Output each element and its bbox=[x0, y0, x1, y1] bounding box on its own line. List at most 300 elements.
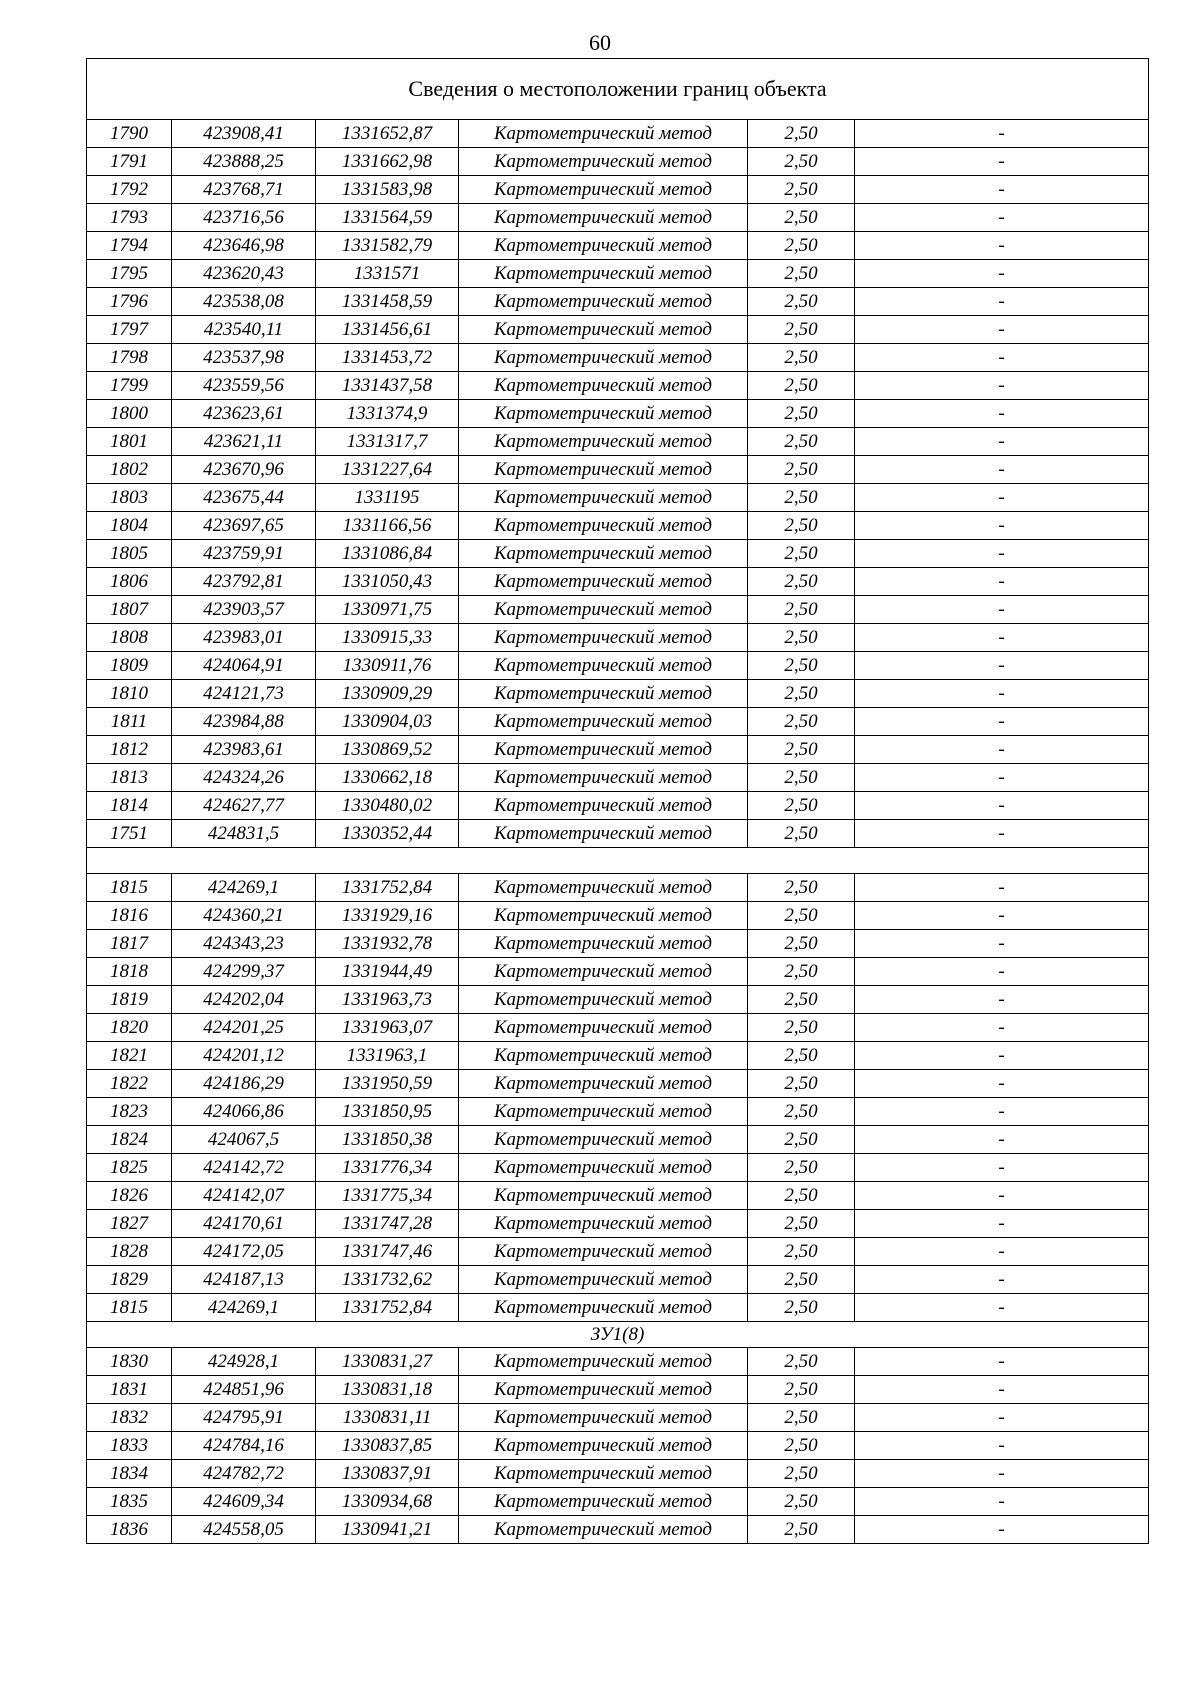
accuracy-cell: 2,50 bbox=[748, 1210, 855, 1238]
method-cell: Картометрический метод bbox=[459, 1432, 748, 1460]
table-row bbox=[87, 930, 1149, 958]
table-row bbox=[87, 176, 1149, 204]
description-cell: - bbox=[855, 1516, 1149, 1544]
description-cell: - bbox=[855, 316, 1149, 344]
y-coordinate-cell: 1331732,62 bbox=[316, 1266, 459, 1294]
method-cell: Картометрический метод bbox=[459, 232, 748, 260]
method-cell: Картометрический метод bbox=[459, 428, 748, 456]
table-row bbox=[87, 428, 1149, 456]
point-number-cell: 1795 bbox=[87, 260, 172, 288]
point-number-cell: 1820 bbox=[87, 1014, 172, 1042]
point-number-cell: 1812 bbox=[87, 736, 172, 764]
y-coordinate-cell: 1330662,18 bbox=[316, 764, 459, 792]
description-cell: - bbox=[855, 652, 1149, 680]
y-coordinate-cell: 1331775,34 bbox=[316, 1182, 459, 1210]
accuracy-cell: 2,50 bbox=[748, 1042, 855, 1070]
point-number-cell: 1821 bbox=[87, 1042, 172, 1070]
y-coordinate-cell: 1330911,76 bbox=[316, 652, 459, 680]
table-row bbox=[87, 1042, 1149, 1070]
y-coordinate-cell: 1331850,95 bbox=[316, 1098, 459, 1126]
x-coordinate-cell: 424067,5 bbox=[172, 1126, 316, 1154]
table-row bbox=[87, 1154, 1149, 1182]
table-row bbox=[87, 1014, 1149, 1042]
point-number-cell: 1808 bbox=[87, 624, 172, 652]
table-row bbox=[87, 958, 1149, 986]
accuracy-cell: 2,50 bbox=[748, 1376, 855, 1404]
method-cell: Картометрический метод bbox=[459, 372, 748, 400]
x-coordinate-cell: 423983,61 bbox=[172, 736, 316, 764]
accuracy-cell: 2,50 bbox=[748, 316, 855, 344]
point-number-cell: 1799 bbox=[87, 372, 172, 400]
y-coordinate-cell: 1330971,75 bbox=[316, 596, 459, 624]
point-number-cell: 1814 bbox=[87, 792, 172, 820]
y-coordinate-cell: 1331747,28 bbox=[316, 1210, 459, 1238]
point-number-cell: 1791 bbox=[87, 148, 172, 176]
description-cell: - bbox=[855, 120, 1149, 148]
accuracy-cell: 2,50 bbox=[748, 204, 855, 232]
point-number-cell: 1815 bbox=[87, 874, 172, 902]
point-number-cell: 1800 bbox=[87, 400, 172, 428]
description-cell: - bbox=[855, 736, 1149, 764]
point-number-cell: 1804 bbox=[87, 512, 172, 540]
table-row bbox=[87, 652, 1149, 680]
method-cell: Картометрический метод bbox=[459, 1266, 748, 1294]
point-number-cell: 1793 bbox=[87, 204, 172, 232]
point-number-cell: 1830 bbox=[87, 1348, 172, 1376]
x-coordinate-cell: 423646,98 bbox=[172, 232, 316, 260]
point-number-cell: 1797 bbox=[87, 316, 172, 344]
y-coordinate-cell: 1331662,98 bbox=[316, 148, 459, 176]
table-row bbox=[87, 260, 1149, 288]
method-cell: Картометрический метод bbox=[459, 1126, 748, 1154]
y-coordinate-cell: 1331195 bbox=[316, 484, 459, 512]
point-number-cell: 1818 bbox=[87, 958, 172, 986]
description-cell: - bbox=[855, 1070, 1149, 1098]
description-cell: - bbox=[855, 1432, 1149, 1460]
point-number-cell: 1816 bbox=[87, 902, 172, 930]
method-cell: Картометрический метод bbox=[459, 1294, 748, 1322]
method-cell: Картометрический метод bbox=[459, 708, 748, 736]
x-coordinate-cell: 424187,13 bbox=[172, 1266, 316, 1294]
description-cell: - bbox=[855, 400, 1149, 428]
y-coordinate-cell: 1331437,58 bbox=[316, 372, 459, 400]
table-row bbox=[87, 1516, 1149, 1544]
table-row bbox=[87, 1238, 1149, 1266]
accuracy-cell: 2,50 bbox=[748, 568, 855, 596]
method-cell: Картометрический метод bbox=[459, 736, 748, 764]
section-label-row bbox=[87, 1322, 1149, 1348]
description-cell: - bbox=[855, 596, 1149, 624]
method-cell: Картометрический метод bbox=[459, 1488, 748, 1516]
y-coordinate-cell: 1330831,18 bbox=[316, 1376, 459, 1404]
y-coordinate-cell: 1330904,03 bbox=[316, 708, 459, 736]
table-row bbox=[87, 902, 1149, 930]
accuracy-cell: 2,50 bbox=[748, 986, 855, 1014]
x-coordinate-cell: 424269,1 bbox=[172, 1294, 316, 1322]
table-row bbox=[87, 1266, 1149, 1294]
description-cell: - bbox=[855, 930, 1149, 958]
x-coordinate-cell: 423983,01 bbox=[172, 624, 316, 652]
description-cell: - bbox=[855, 902, 1149, 930]
table-row bbox=[87, 680, 1149, 708]
accuracy-cell: 2,50 bbox=[748, 930, 855, 958]
page-number: 60 bbox=[589, 30, 611, 55]
y-coordinate-cell: 1331850,38 bbox=[316, 1126, 459, 1154]
y-coordinate-cell: 1331456,61 bbox=[316, 316, 459, 344]
point-number-cell: 1826 bbox=[87, 1182, 172, 1210]
point-number-cell: 1813 bbox=[87, 764, 172, 792]
description-cell: - bbox=[855, 1042, 1149, 1070]
table-row bbox=[87, 1210, 1149, 1238]
table-row bbox=[87, 874, 1149, 902]
description-cell: - bbox=[855, 624, 1149, 652]
accuracy-cell: 2,50 bbox=[748, 1154, 855, 1182]
y-coordinate-cell: 1331747,46 bbox=[316, 1238, 459, 1266]
table-row bbox=[87, 1098, 1149, 1126]
y-coordinate-cell: 1331929,16 bbox=[316, 902, 459, 930]
y-coordinate-cell: 1331227,64 bbox=[316, 456, 459, 484]
y-coordinate-cell: 1330941,21 bbox=[316, 1516, 459, 1544]
method-cell: Картометрический метод bbox=[459, 930, 748, 958]
description-cell: - bbox=[855, 288, 1149, 316]
table-row bbox=[87, 484, 1149, 512]
point-number-cell: 1751 bbox=[87, 820, 172, 848]
y-coordinate-cell: 1330837,85 bbox=[316, 1432, 459, 1460]
table-row bbox=[87, 120, 1149, 148]
description-cell: - bbox=[855, 372, 1149, 400]
accuracy-cell: 2,50 bbox=[748, 456, 855, 484]
x-coordinate-cell: 423623,61 bbox=[172, 400, 316, 428]
point-number-cell: 1796 bbox=[87, 288, 172, 316]
x-coordinate-cell: 424343,23 bbox=[172, 930, 316, 958]
accuracy-cell: 2,50 bbox=[748, 1348, 855, 1376]
method-cell: Картометрический метод bbox=[459, 1238, 748, 1266]
method-cell: Картометрический метод bbox=[459, 652, 748, 680]
method-cell: Картометрический метод bbox=[459, 1154, 748, 1182]
accuracy-cell: 2,50 bbox=[748, 736, 855, 764]
spacer-row bbox=[87, 848, 1149, 874]
accuracy-cell: 2,50 bbox=[748, 344, 855, 372]
accuracy-cell: 2,50 bbox=[748, 232, 855, 260]
method-cell: Картометрический метод bbox=[459, 1014, 748, 1042]
x-coordinate-cell: 424202,04 bbox=[172, 986, 316, 1014]
table-row bbox=[87, 624, 1149, 652]
description-cell: - bbox=[855, 1460, 1149, 1488]
accuracy-cell: 2,50 bbox=[748, 1432, 855, 1460]
table-row bbox=[87, 540, 1149, 568]
description-cell: - bbox=[855, 148, 1149, 176]
accuracy-cell: 2,50 bbox=[748, 874, 855, 902]
point-number-cell: 1798 bbox=[87, 344, 172, 372]
x-coordinate-cell: 424782,72 bbox=[172, 1460, 316, 1488]
y-coordinate-cell: 1330480,02 bbox=[316, 792, 459, 820]
method-cell: Картометрический метод bbox=[459, 176, 748, 204]
accuracy-cell: 2,50 bbox=[748, 708, 855, 736]
y-coordinate-cell: 1330837,91 bbox=[316, 1460, 459, 1488]
description-cell: - bbox=[855, 1238, 1149, 1266]
boundary-coordinates-table bbox=[86, 58, 1149, 1544]
table-title-row bbox=[87, 59, 1149, 120]
description-cell: - bbox=[855, 958, 1149, 986]
x-coordinate-cell: 423984,88 bbox=[172, 708, 316, 736]
table-row bbox=[87, 1376, 1149, 1404]
accuracy-cell: 2,50 bbox=[748, 260, 855, 288]
table-row bbox=[87, 736, 1149, 764]
y-coordinate-cell: 1331317,7 bbox=[316, 428, 459, 456]
description-cell: - bbox=[855, 1376, 1149, 1404]
accuracy-cell: 2,50 bbox=[748, 1070, 855, 1098]
y-coordinate-cell: 1330915,33 bbox=[316, 624, 459, 652]
point-number-cell: 1835 bbox=[87, 1488, 172, 1516]
description-cell: - bbox=[855, 540, 1149, 568]
point-number-cell: 1815 bbox=[87, 1294, 172, 1322]
point-number-cell: 1792 bbox=[87, 176, 172, 204]
table-row bbox=[87, 316, 1149, 344]
point-number-cell: 1832 bbox=[87, 1404, 172, 1432]
point-number-cell: 1827 bbox=[87, 1210, 172, 1238]
description-cell: - bbox=[855, 1014, 1149, 1042]
y-coordinate-cell: 1331166,56 bbox=[316, 512, 459, 540]
accuracy-cell: 2,50 bbox=[748, 680, 855, 708]
accuracy-cell: 2,50 bbox=[748, 512, 855, 540]
table-row bbox=[87, 1460, 1149, 1488]
method-cell: Картометрический метод bbox=[459, 1182, 748, 1210]
description-cell: - bbox=[855, 764, 1149, 792]
y-coordinate-cell: 1331963,07 bbox=[316, 1014, 459, 1042]
method-cell: Картометрический метод bbox=[459, 986, 748, 1014]
x-coordinate-cell: 424186,29 bbox=[172, 1070, 316, 1098]
method-cell: Картометрический метод bbox=[459, 484, 748, 512]
table-row bbox=[87, 820, 1149, 848]
description-cell: - bbox=[855, 1266, 1149, 1294]
method-cell: Картометрический метод bbox=[459, 596, 748, 624]
point-number-cell: 1824 bbox=[87, 1126, 172, 1154]
table-row bbox=[87, 1182, 1149, 1210]
table-row bbox=[87, 1070, 1149, 1098]
method-cell: Картометрический метод bbox=[459, 316, 748, 344]
accuracy-cell: 2,50 bbox=[748, 540, 855, 568]
method-cell: Картометрический метод bbox=[459, 902, 748, 930]
description-cell: - bbox=[855, 260, 1149, 288]
x-coordinate-cell: 423697,65 bbox=[172, 512, 316, 540]
accuracy-cell: 2,50 bbox=[748, 596, 855, 624]
y-coordinate-cell: 1331752,84 bbox=[316, 874, 459, 902]
y-coordinate-cell: 1330352,44 bbox=[316, 820, 459, 848]
section-label: ЗУ1(8) bbox=[87, 1322, 1149, 1348]
method-cell: Картометрический метод bbox=[459, 344, 748, 372]
description-cell: - bbox=[855, 874, 1149, 902]
table-row bbox=[87, 344, 1149, 372]
accuracy-cell: 2,50 bbox=[748, 372, 855, 400]
point-number-cell: 1817 bbox=[87, 930, 172, 958]
accuracy-cell: 2,50 bbox=[748, 1126, 855, 1154]
accuracy-cell: 2,50 bbox=[748, 176, 855, 204]
description-cell: - bbox=[855, 1294, 1149, 1322]
table-row bbox=[87, 1404, 1149, 1432]
description-cell: - bbox=[855, 1210, 1149, 1238]
y-coordinate-cell: 1331582,79 bbox=[316, 232, 459, 260]
description-cell: - bbox=[855, 484, 1149, 512]
description-cell: - bbox=[855, 344, 1149, 372]
point-number-cell: 1825 bbox=[87, 1154, 172, 1182]
table-row bbox=[87, 986, 1149, 1014]
table-row bbox=[87, 456, 1149, 484]
table-row bbox=[87, 372, 1149, 400]
y-coordinate-cell: 1331944,49 bbox=[316, 958, 459, 986]
y-coordinate-cell: 1331571 bbox=[316, 260, 459, 288]
x-coordinate-cell: 423888,25 bbox=[172, 148, 316, 176]
method-cell: Картометрический метод bbox=[459, 204, 748, 232]
y-coordinate-cell: 1330831,11 bbox=[316, 1404, 459, 1432]
method-cell: Картометрический метод bbox=[459, 624, 748, 652]
y-coordinate-cell: 1330831,27 bbox=[316, 1348, 459, 1376]
table-row bbox=[87, 400, 1149, 428]
method-cell: Картометрический метод bbox=[459, 568, 748, 596]
description-cell: - bbox=[855, 456, 1149, 484]
x-coordinate-cell: 423768,71 bbox=[172, 176, 316, 204]
accuracy-cell: 2,50 bbox=[748, 1266, 855, 1294]
y-coordinate-cell: 1331458,59 bbox=[316, 288, 459, 316]
point-number-cell: 1807 bbox=[87, 596, 172, 624]
accuracy-cell: 2,50 bbox=[748, 820, 855, 848]
x-coordinate-cell: 424269,1 bbox=[172, 874, 316, 902]
description-cell: - bbox=[855, 568, 1149, 596]
x-coordinate-cell: 423792,81 bbox=[172, 568, 316, 596]
point-number-cell: 1803 bbox=[87, 484, 172, 512]
point-number-cell: 1823 bbox=[87, 1098, 172, 1126]
method-cell: Картометрический метод bbox=[459, 1460, 748, 1488]
point-number-cell: 1828 bbox=[87, 1238, 172, 1266]
spacer-cell bbox=[87, 848, 1149, 874]
y-coordinate-cell: 1331963,1 bbox=[316, 1042, 459, 1070]
description-cell: - bbox=[855, 986, 1149, 1014]
x-coordinate-cell: 424851,96 bbox=[172, 1376, 316, 1404]
description-cell: - bbox=[855, 792, 1149, 820]
table-row bbox=[87, 1294, 1149, 1322]
x-coordinate-cell: 423540,11 bbox=[172, 316, 316, 344]
y-coordinate-cell: 1331050,43 bbox=[316, 568, 459, 596]
description-cell: - bbox=[855, 232, 1149, 260]
description-cell: - bbox=[855, 680, 1149, 708]
method-cell: Картометрический метод bbox=[459, 512, 748, 540]
accuracy-cell: 2,50 bbox=[748, 288, 855, 316]
method-cell: Картометрический метод bbox=[459, 792, 748, 820]
y-coordinate-cell: 1330869,52 bbox=[316, 736, 459, 764]
y-coordinate-cell: 1331374,9 bbox=[316, 400, 459, 428]
accuracy-cell: 2,50 bbox=[748, 902, 855, 930]
point-number-cell: 1790 bbox=[87, 120, 172, 148]
method-cell: Картометрический метод bbox=[459, 1348, 748, 1376]
point-number-cell: 1836 bbox=[87, 1516, 172, 1544]
x-coordinate-cell: 424201,12 bbox=[172, 1042, 316, 1070]
point-number-cell: 1801 bbox=[87, 428, 172, 456]
description-cell: - bbox=[855, 708, 1149, 736]
x-coordinate-cell: 423759,91 bbox=[172, 540, 316, 568]
x-coordinate-cell: 424831,5 bbox=[172, 820, 316, 848]
x-coordinate-cell: 423538,08 bbox=[172, 288, 316, 316]
x-coordinate-cell: 424066,86 bbox=[172, 1098, 316, 1126]
accuracy-cell: 2,50 bbox=[748, 652, 855, 680]
method-cell: Картометрический метод bbox=[459, 1516, 748, 1544]
y-coordinate-cell: 1331564,59 bbox=[316, 204, 459, 232]
method-cell: Картометрический метод bbox=[459, 874, 748, 902]
x-coordinate-cell: 424627,77 bbox=[172, 792, 316, 820]
method-cell: Картометрический метод bbox=[459, 1210, 748, 1238]
description-cell: - bbox=[855, 820, 1149, 848]
table-row bbox=[87, 792, 1149, 820]
point-number-cell: 1809 bbox=[87, 652, 172, 680]
point-number-cell: 1822 bbox=[87, 1070, 172, 1098]
x-coordinate-cell: 424172,05 bbox=[172, 1238, 316, 1266]
description-cell: - bbox=[855, 1488, 1149, 1516]
table-row bbox=[87, 204, 1149, 232]
y-coordinate-cell: 1331086,84 bbox=[316, 540, 459, 568]
method-cell: Картометрический метод bbox=[459, 260, 748, 288]
table-row bbox=[87, 1348, 1149, 1376]
accuracy-cell: 2,50 bbox=[748, 1516, 855, 1544]
x-coordinate-cell: 424928,1 bbox=[172, 1348, 316, 1376]
x-coordinate-cell: 423621,11 bbox=[172, 428, 316, 456]
accuracy-cell: 2,50 bbox=[748, 428, 855, 456]
description-cell: - bbox=[855, 204, 1149, 232]
y-coordinate-cell: 1331453,72 bbox=[316, 344, 459, 372]
method-cell: Картометрический метод bbox=[459, 148, 748, 176]
y-coordinate-cell: 1331752,84 bbox=[316, 1294, 459, 1322]
description-cell: - bbox=[855, 428, 1149, 456]
method-cell: Картометрический метод bbox=[459, 1042, 748, 1070]
point-number-cell: 1833 bbox=[87, 1432, 172, 1460]
point-number-cell: 1802 bbox=[87, 456, 172, 484]
accuracy-cell: 2,50 bbox=[748, 1488, 855, 1516]
x-coordinate-cell: 423537,98 bbox=[172, 344, 316, 372]
accuracy-cell: 2,50 bbox=[748, 120, 855, 148]
description-cell: - bbox=[855, 176, 1149, 204]
x-coordinate-cell: 423716,56 bbox=[172, 204, 316, 232]
accuracy-cell: 2,50 bbox=[748, 484, 855, 512]
table-row bbox=[87, 512, 1149, 540]
y-coordinate-cell: 1331776,34 bbox=[316, 1154, 459, 1182]
table-row bbox=[87, 568, 1149, 596]
table-row bbox=[87, 708, 1149, 736]
accuracy-cell: 2,50 bbox=[748, 1294, 855, 1322]
description-cell: - bbox=[855, 1126, 1149, 1154]
y-coordinate-cell: 1331963,73 bbox=[316, 986, 459, 1014]
table-row bbox=[87, 596, 1149, 624]
table-row bbox=[87, 764, 1149, 792]
method-cell: Картометрический метод bbox=[459, 680, 748, 708]
table-body bbox=[87, 59, 1149, 1544]
x-coordinate-cell: 424299,37 bbox=[172, 958, 316, 986]
accuracy-cell: 2,50 bbox=[748, 1238, 855, 1266]
accuracy-cell: 2,50 bbox=[748, 958, 855, 986]
point-number-cell: 1819 bbox=[87, 986, 172, 1014]
x-coordinate-cell: 424360,21 bbox=[172, 902, 316, 930]
description-cell: - bbox=[855, 1404, 1149, 1432]
x-coordinate-cell: 424784,16 bbox=[172, 1432, 316, 1460]
x-coordinate-cell: 424142,72 bbox=[172, 1154, 316, 1182]
x-coordinate-cell: 424201,25 bbox=[172, 1014, 316, 1042]
accuracy-cell: 2,50 bbox=[748, 1098, 855, 1126]
y-coordinate-cell: 1331932,78 bbox=[316, 930, 459, 958]
point-number-cell: 1810 bbox=[87, 680, 172, 708]
method-cell: Картометрический метод bbox=[459, 820, 748, 848]
method-cell: Картометрический метод bbox=[459, 1404, 748, 1432]
y-coordinate-cell: 1330909,29 bbox=[316, 680, 459, 708]
method-cell: Картометрический метод bbox=[459, 540, 748, 568]
method-cell: Картометрический метод bbox=[459, 456, 748, 484]
description-cell: - bbox=[855, 1154, 1149, 1182]
y-coordinate-cell: 1330934,68 bbox=[316, 1488, 459, 1516]
